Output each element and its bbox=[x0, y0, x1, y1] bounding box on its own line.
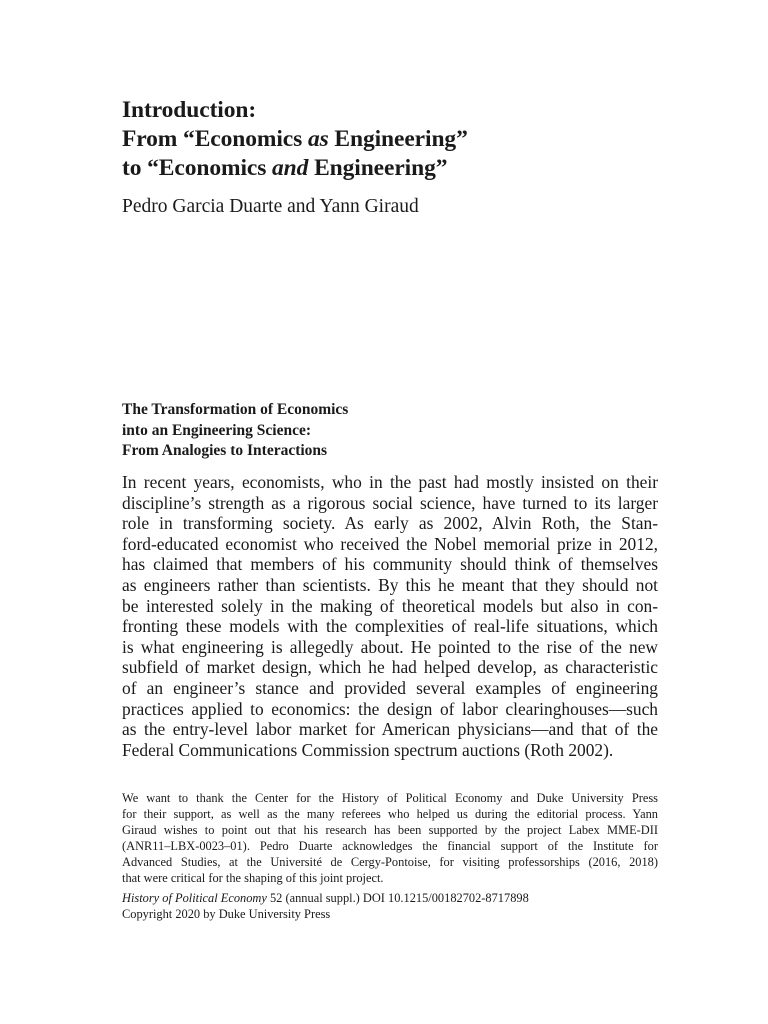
body-line: role in transforming society. As early as 2002, Alvin Roth, the Stan- bbox=[122, 513, 658, 534]
footnote-line: We want to thank the Center for the History of Political Economy and Duke University Press bbox=[122, 791, 658, 805]
footnote-line: Advanced Studies, at the Université de Cergy-Pontoise, for visiting professorships (2016, 2018) bbox=[122, 855, 658, 869]
body-line: fronting these models with the complexities of real-life situations, which bbox=[122, 616, 658, 637]
body-line: discipline’s strength as a rigorous social science, have turned to its larger bbox=[122, 492, 658, 513]
article-first-page bbox=[122, 96, 658, 921]
title-line-3-post: Engineering” bbox=[308, 155, 448, 181]
body-line: practices applied to economics: the design of labor clearinghouses—such bbox=[122, 698, 658, 719]
copyright-line: Copyright 2020 by Duke University Press bbox=[122, 907, 331, 921]
footnote-line: for their support, as well as the many referees who helped us during the editorial process. Yann bbox=[122, 807, 658, 821]
body-paragraph bbox=[122, 472, 658, 760]
title-line-2 bbox=[122, 125, 658, 154]
body-line: of an engineer’s stance and provided several examples of engineering bbox=[122, 677, 658, 698]
body-line: has claimed that members of his community should think of themselves bbox=[122, 554, 658, 575]
title-line-1: Introduction: bbox=[122, 97, 257, 123]
footnote-line: (ANR11–LBX-0023–01). Pedro Duarte acknowledges the financial support of the Institute for bbox=[122, 839, 658, 853]
section-heading-line: The Transformation of Economics bbox=[122, 401, 349, 418]
section-heading-line: From Analogies to Interactions bbox=[122, 442, 328, 459]
body-line: Federal Communications Commission spectrum auctions (Roth 2002). bbox=[122, 739, 614, 760]
title-line-2-pre: From “Economics bbox=[122, 126, 308, 152]
title-line-2-post: Engineering” bbox=[328, 126, 468, 152]
body-line: In recent years, economists, who in the past had mostly insisted on their bbox=[122, 472, 658, 492]
title-line-3-emphasis: and bbox=[272, 155, 309, 181]
citation-line bbox=[122, 890, 658, 906]
journal-name: History of Political Economy bbox=[122, 891, 267, 905]
body-line: ford-educated economist who received the Nobel memorial prize in 2012, bbox=[122, 533, 658, 554]
section-heading-line: into an Engineering Science: bbox=[122, 421, 312, 439]
title-line-2-emphasis: as bbox=[307, 126, 329, 152]
section-heading bbox=[122, 400, 658, 462]
article-authors: Pedro Garcia Duarte and Yann Giraud bbox=[122, 196, 419, 217]
title-line-3-pre: to “Economics bbox=[122, 155, 273, 181]
body-line: be interested solely in the making of theoretical models but also in con- bbox=[122, 595, 658, 616]
footnote-line: Giraud wishes to point out that his research has been supported by the project Labex MME-DII bbox=[122, 823, 658, 837]
article-title bbox=[122, 96, 658, 183]
body-line: as engineers rather than scientists. By this he meant that they should not bbox=[122, 574, 658, 595]
citation-block bbox=[122, 890, 658, 922]
footnote-line: that were critical for the shaping of this joint project. bbox=[122, 871, 384, 885]
body-line: as the entry-level labor market for American physicians—and that of the bbox=[122, 719, 658, 740]
body-line: is what engineering is allegedly about. He pointed to the rise of the new bbox=[122, 636, 658, 657]
citation-details: 52 (annual suppl.) DOI 10.1215/00182702-8717898 bbox=[266, 891, 529, 905]
body-line: subfield of market design, which he had helped develop, as characteristic bbox=[122, 657, 658, 678]
title-line-3 bbox=[122, 154, 658, 183]
acknowledgment-footnote bbox=[122, 790, 658, 886]
